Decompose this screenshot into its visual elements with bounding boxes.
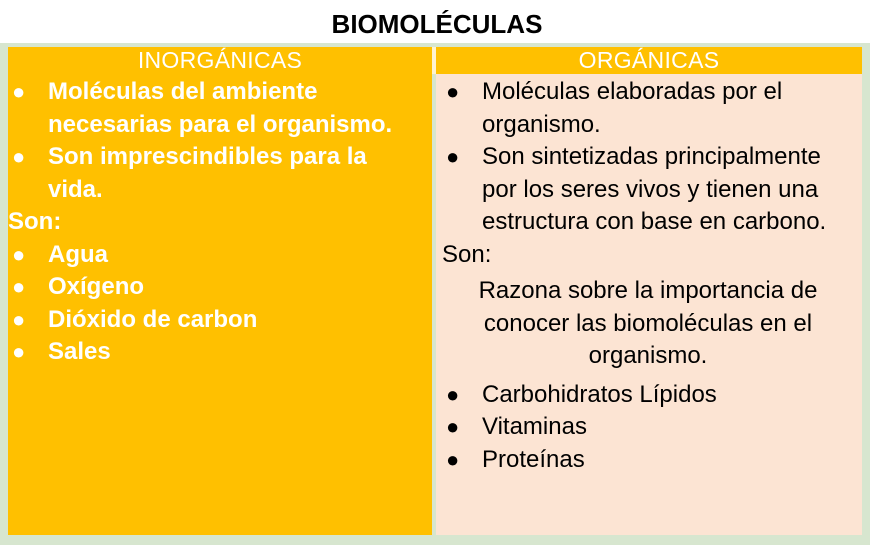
item-text: Dióxido de carbon [48, 305, 258, 333]
list-item [442, 141, 854, 239]
son-label: Son: [442, 240, 492, 268]
page-title: BIOMOLÉCULAS [331, 9, 543, 39]
item-text: Son sintetizadas principalmente por los seres vivos y tienen una estructura con base en carbono. [482, 143, 827, 235]
list-item [8, 336, 418, 369]
bullet-icon: ● [12, 339, 26, 364]
organic-body [442, 76, 854, 476]
organic-description-list [442, 76, 854, 239]
item-text: Proteínas [482, 445, 585, 473]
bullet-icon: ● [12, 306, 26, 332]
inorganic-header: INORGÁNICAS [8, 47, 432, 74]
bullet-icon: ● [12, 241, 26, 267]
list-item [8, 271, 418, 304]
item-text: Vitaminas [482, 413, 587, 440]
list-item [8, 76, 418, 141]
item-text: Moléculas del ambiente necesarias para el organismo. [48, 78, 393, 138]
reflection-prompt: Razona sobre la importancia de conocer las biomoléculas en el organismo. [478, 277, 818, 369]
item-text: Carbohidratos Lípidos [482, 380, 717, 408]
inorganic-body [8, 76, 418, 369]
item-text: Moléculas elaboradas por el organismo. [482, 78, 783, 138]
bullet-icon: ● [446, 144, 460, 169]
item-text: Sales [48, 338, 111, 365]
bullet-icon: ● [12, 144, 26, 169]
list-item [8, 141, 418, 206]
item-text: Agua [48, 240, 108, 268]
bullet-icon: ● [446, 414, 460, 439]
organic-header: ORGÁNICAS [436, 47, 862, 74]
item-text: Oxígeno [48, 273, 145, 300]
son-label: Son: [8, 208, 62, 235]
item-text: Son imprescindibles para la vida. [48, 143, 367, 203]
list-item [442, 76, 854, 141]
inorganic-examples-list [8, 239, 418, 369]
list-item [442, 411, 854, 444]
bullet-icon: ● [12, 274, 26, 299]
list-item [442, 379, 854, 412]
inorganic-description-list [8, 76, 418, 206]
organic-examples-list [442, 379, 854, 477]
list-item [442, 444, 854, 477]
list-item [8, 304, 418, 337]
bullet-icon: ● [446, 79, 460, 104]
bullet-icon: ● [446, 446, 460, 472]
list-item [8, 239, 418, 272]
bullet-icon: ● [12, 79, 26, 104]
bullet-icon: ● [446, 381, 460, 407]
